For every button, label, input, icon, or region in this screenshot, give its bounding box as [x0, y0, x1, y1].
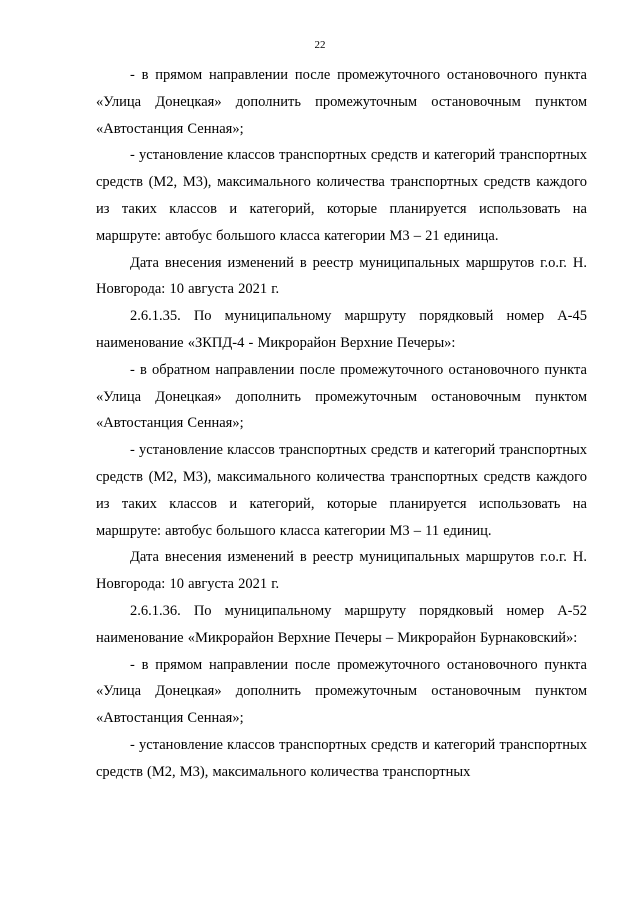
paragraph-reverse-direction-stop: - в обратном направлении после промежуточного остановочного пункта «Улица Донецкая» дополнить промежуточным остановочным пунктом «Автостанция Сенная»;	[96, 361, 587, 432]
paragraph-vehicle-classes: - установление классов транспортных средств и категорий транспортных средств (М2, М3), максимального количества транспортных средств каждого из таких классов и категорий, которые планируется использовать на маршруте: автобус большого класса категории М3 – 11 единиц.	[96, 442, 587, 539]
paragraph-route-a45: 2.6.1.35. По муниципальному маршруту порядковый номер А-45 наименование «ЗКПД-4 - Микрорайон Верхние Печеры»:	[96, 308, 587, 351]
paragraph-registry-date: Дата внесения изменений в реестр муниципальных маршрутов г.о.г. Н. Новгорода: 10 августа 2021 г.	[96, 549, 587, 593]
paragraph-vehicle-classes: - установление классов транспортных средств и категорий транспортных средств (М2, М3), максимального количества транспортных	[96, 736, 587, 780]
paragraph-route-a52: 2.6.1.36. По муниципальному маршруту порядковый номер А-52 наименование «Микрорайон Верхние Печеры – Микрорайон Бурнаковский»:	[96, 602, 587, 646]
document-body	[96, 62, 587, 786]
page-number: 22	[314, 39, 326, 51]
paragraph-forward-direction-stop: - в прямом направлении после промежуточного остановочного пункта «Улица Донецкая» дополнить промежуточным остановочным пунктом «Автостанция Сенная»;	[96, 67, 587, 137]
paragraph-vehicle-classes: - установление классов транспортных средств и категорий транспортных средств (М2, М3), максимального количества транспортных средств каждого из таких классов и категорий, которые планируется использовать на маршруте: автобус большого класса категории М3 – 21 единица.	[96, 147, 587, 244]
paragraph-registry-date: Дата внесения изменений в реестр муниципальных маршрутов г.о.г. Н. Новгорода: 10 августа 2021 г.	[96, 254, 587, 298]
paragraph-forward-direction-stop: - в прямом направлении после промежуточного остановочного пункта «Улица Донецкая» дополнить промежуточным остановочным пунктом «Автостанция Сенная»;	[96, 656, 587, 727]
